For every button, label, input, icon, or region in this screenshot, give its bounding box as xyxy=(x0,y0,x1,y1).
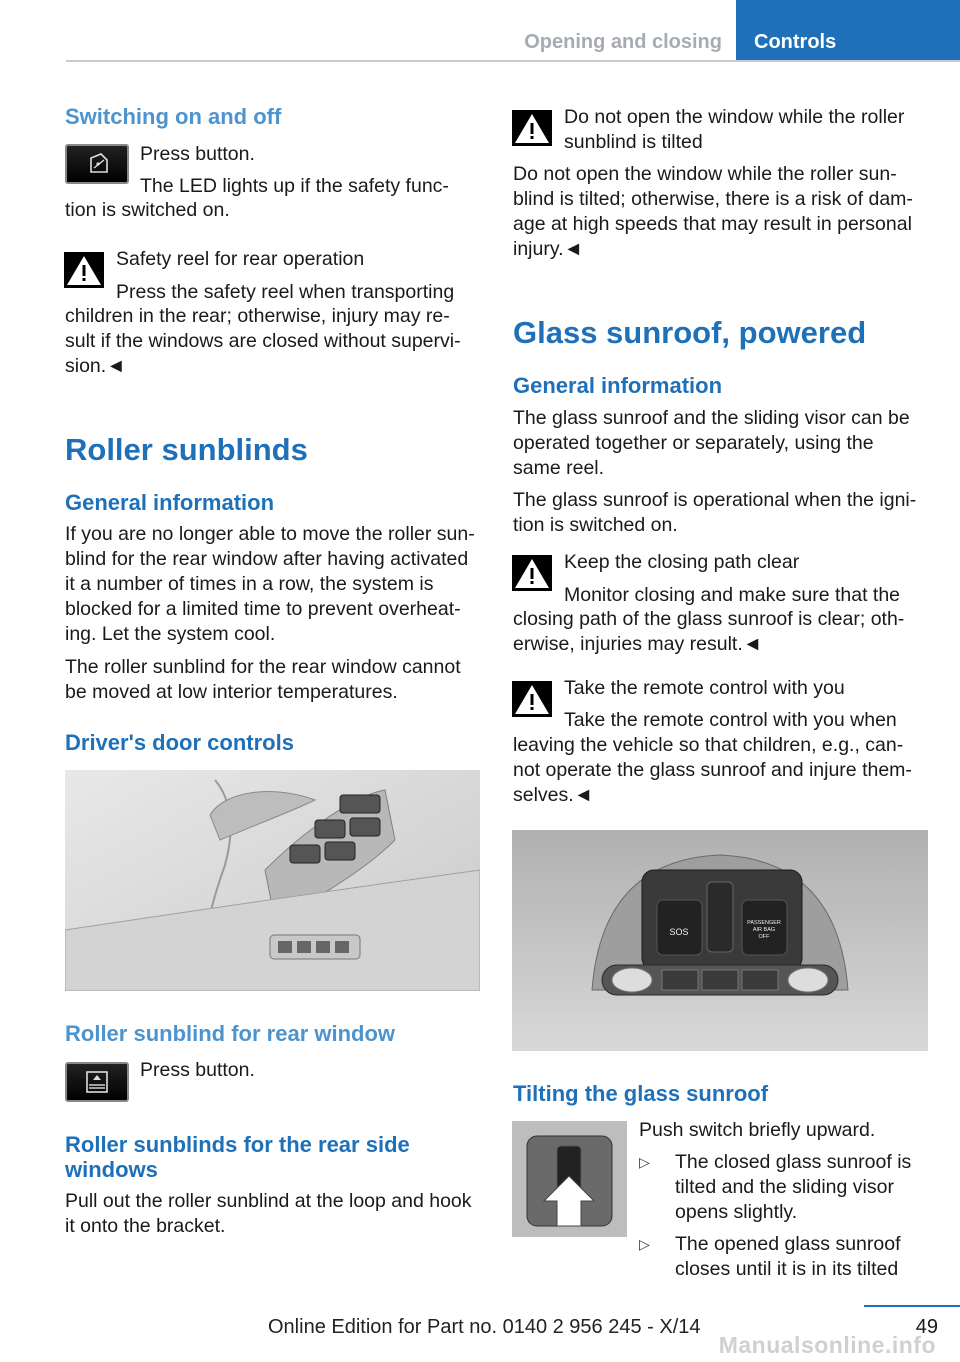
tilt-warning-p xyxy=(513,162,933,262)
tilting-intro: Push switch briefly upward. xyxy=(639,1119,876,1141)
tilt-warning-line: Do not open the window while the roller sun- xyxy=(513,163,897,185)
sunroof-p1-line: operated together or separately, using the xyxy=(513,432,874,454)
rear-window-heading: Roller sunblind for rear window xyxy=(65,1021,396,1046)
door-heading: Driver's door controls xyxy=(65,730,294,755)
warning-triangle-icon xyxy=(512,110,552,146)
safety-warning-title: Safety reel for rear operation xyxy=(116,248,365,270)
bullet-triangle-icon: ▷ xyxy=(639,1236,650,1252)
tilt-warning-title-1: Do not open the window while the roller xyxy=(564,106,905,128)
header-section: Opening and closing xyxy=(524,31,722,53)
rear-side-p xyxy=(65,1189,485,1239)
roller-heading: Roller sunblinds xyxy=(65,432,308,467)
sunroof-p1-line: The glass sunroof and the sliding visor can be xyxy=(513,407,910,429)
closing-warning-title: Keep the closing path clear xyxy=(564,551,800,573)
sunroof-heading: Glass sunroof, powered xyxy=(513,315,867,350)
remote-warning-title: Take the remote control with you xyxy=(564,677,845,699)
safety-warning-l1: Press the safety reel when transporting xyxy=(116,281,455,303)
sos-label: SOS xyxy=(669,927,689,937)
rear-window-text: Press button. xyxy=(140,1059,255,1081)
roller-p1-line: blocked for a limited time to prevent overheat- xyxy=(65,598,461,620)
rear-side-heading-1: Roller sunblinds for the rear side xyxy=(65,1132,410,1157)
page-header xyxy=(0,0,960,62)
bullet-triangle-icon: ▷ xyxy=(639,1154,650,1170)
switching-line1: Press button. xyxy=(140,143,255,165)
bullet-1-line: The closed glass sunroof is xyxy=(675,1151,912,1173)
tilt-warning-line: age at high speeds that may result in personal xyxy=(513,213,912,235)
closing-warning-l2: closing path of the glass sunroof is clear; oth- xyxy=(513,608,905,630)
warning-triangle-icon xyxy=(512,681,552,717)
roller-subheading: General information xyxy=(65,490,275,515)
warning-triangle-icon xyxy=(512,555,552,591)
airbag-label-1: PASSENGER xyxy=(747,920,781,926)
sunroof-p2 xyxy=(513,488,933,538)
watermark: Manualsonline.info xyxy=(718,1332,936,1358)
driver-door-photo xyxy=(65,770,480,991)
switching-heading: Switching on and off xyxy=(65,104,282,129)
tilting-bullet-1 xyxy=(639,1150,929,1225)
edition-text: Online Edition for Part no. 0140 2 956 245 - X/14 xyxy=(268,1316,701,1338)
roller-p1-line: ing. Let the system cool. xyxy=(65,623,276,645)
rear-sunblind-button-icon xyxy=(65,1062,129,1102)
sunroof-p1 xyxy=(513,406,933,481)
airbag-label-3: OFF xyxy=(758,934,770,940)
tilt-switch-photo xyxy=(512,1121,627,1237)
tilt-warning-title-2: sunblind is tilted xyxy=(564,131,703,153)
sunroof-p2-line: tion is switched on. xyxy=(513,514,678,536)
rear-side-heading-2: windows xyxy=(65,1157,158,1182)
footer-rule xyxy=(864,1305,960,1307)
bullet-2-line: closes until it is in its tilted xyxy=(675,1258,899,1280)
remote-warning-l3: not operate the glass sunroof and injure them- xyxy=(513,759,912,781)
warning-triangle-icon xyxy=(64,252,104,288)
roller-p1 xyxy=(65,522,485,647)
roller-p1-line: blind for the rear window after having activated xyxy=(65,548,469,570)
safety-warning-l2: children in the rear; otherwise, injury may re- xyxy=(65,305,450,327)
remote-warning-l2: leaving the vehicle so that children, e.g., can- xyxy=(513,734,904,756)
rear-side-line: it onto the bracket. xyxy=(65,1215,226,1237)
roller-p2 xyxy=(65,655,485,705)
header-rule xyxy=(66,60,960,62)
bullet-2-line: The opened glass sunroof xyxy=(675,1233,901,1255)
tilt-warning-line: injury.◄ xyxy=(513,238,583,260)
bullet-1-line: tilted and the sliding visor xyxy=(675,1176,894,1198)
window-safety-button-icon xyxy=(65,144,129,184)
tilting-bullet-2 xyxy=(639,1232,929,1282)
remote-warning-l1: Take the remote control with you when xyxy=(564,709,897,731)
bullet-1-line: opens slightly. xyxy=(675,1201,798,1223)
sunroof-p2-line: The glass sunroof is operational when the igni- xyxy=(513,489,917,511)
roller-p2-line: The roller sunblind for the rear window cannot xyxy=(65,656,461,678)
roller-p1-line: it a number of times in a row, the system is xyxy=(65,573,434,595)
page-number: 49 xyxy=(915,1316,938,1338)
safety-warning-l4: sion.◄ xyxy=(65,355,126,377)
rear-side-line: Pull out the roller sunblind at the loop and hook xyxy=(65,1190,472,1212)
roller-p2-line: be moved at low interior temperatures. xyxy=(65,681,398,703)
closing-warning-l1: Monitor closing and make sure that the xyxy=(564,584,901,606)
sunroof-subheading: General information xyxy=(513,373,723,398)
safety-warning-l3: sult if the windows are closed without supervi- xyxy=(65,330,461,352)
switching-line2: The LED lights up if the safety func- xyxy=(140,175,449,197)
switching-line3: tion is switched on. xyxy=(65,199,230,221)
remote-warning-l4: selves.◄ xyxy=(513,784,593,806)
roof-console-photo xyxy=(512,830,928,1051)
header-tab: Controls xyxy=(736,0,960,62)
sunroof-p1-line: same reel. xyxy=(513,457,605,479)
tilting-heading: Tilting the glass sunroof xyxy=(513,1081,769,1106)
roller-p1-line: If you are no longer able to move the roller sun- xyxy=(65,523,475,545)
airbag-label-2: AIR BAG xyxy=(752,927,776,933)
closing-warning-l3: erwise, injuries may result.◄ xyxy=(513,633,763,655)
tilt-warning-line: blind is tilted; otherwise, there is a risk of dam- xyxy=(513,188,913,210)
